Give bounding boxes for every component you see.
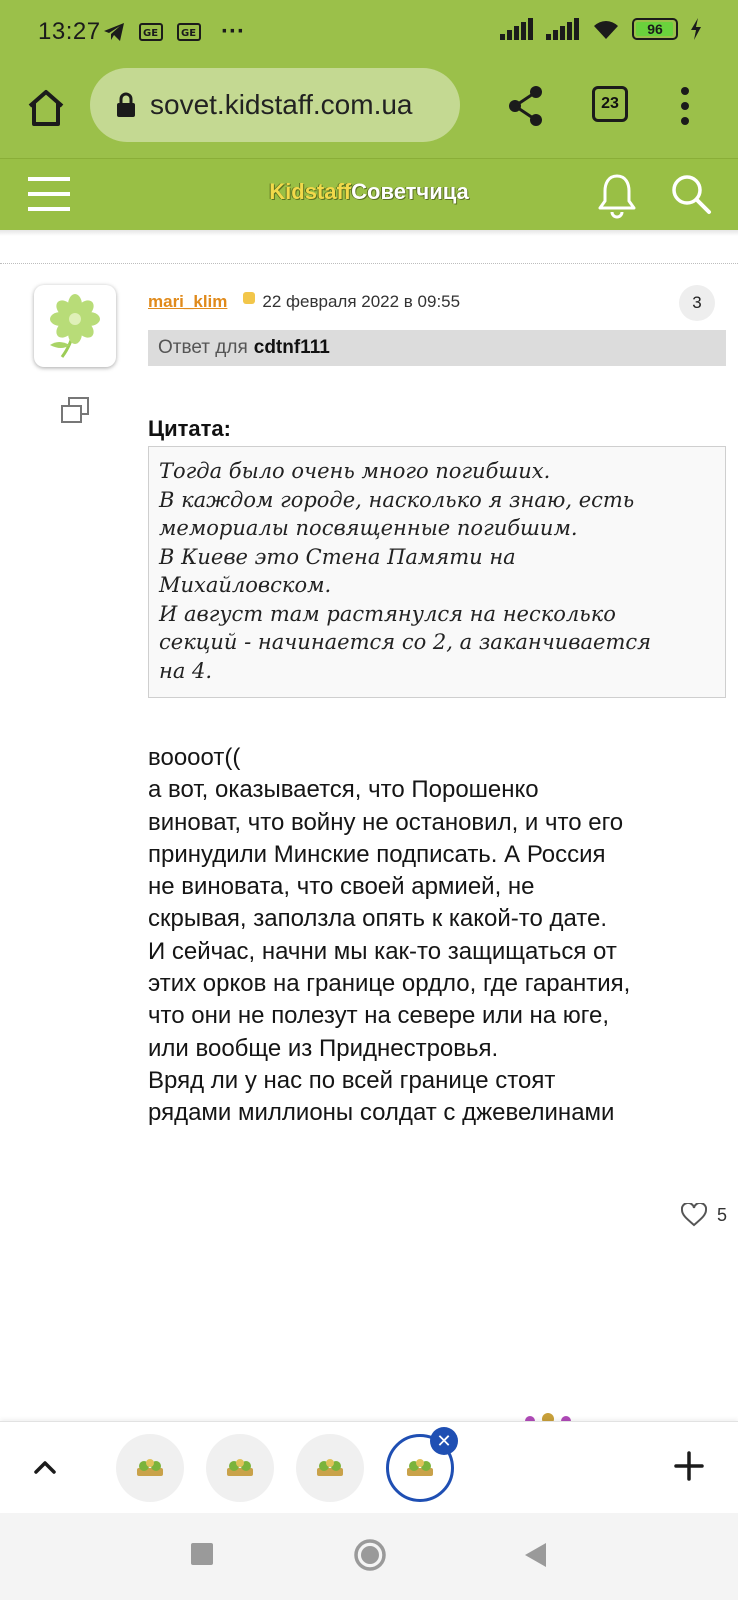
status-time: 13:27: [38, 18, 101, 45]
post-body-line: рядами миллионы солдат с джевелинами: [148, 1099, 615, 1127]
reply-prefix: Ответ для: [158, 337, 248, 358]
post-body-line: виноват, что войну не остановил, и что его: [148, 808, 624, 836]
header-shadow: [0, 230, 738, 236]
quote-block: [148, 446, 726, 698]
quote-line: секций - начинается со 2, а заканчивается: [159, 630, 652, 654]
quote-line: Тогда было очень много погибших.: [159, 459, 551, 483]
tab-switcher-button[interactable]: 23: [592, 86, 628, 122]
post-body-line: Вряд ли у нас по всей границе стоят: [148, 1066, 556, 1094]
quote-line: В Киеве это Стена Памяти на: [159, 544, 516, 569]
post-body-line: И сейчас, начни мы как-то защищаться от: [148, 937, 617, 965]
status-notification-icons: [103, 18, 245, 46]
post-body: [148, 742, 728, 1130]
post-separator: [0, 263, 738, 264]
ge-notification-icon: [139, 22, 163, 42]
wifi-icon: [592, 18, 620, 40]
browser-toolbar: [0, 62, 738, 158]
charging-icon: [690, 18, 702, 40]
close-tab-icon[interactable]: ✕: [430, 1427, 458, 1455]
post-body-line: принудили Минские подписать. А Россия: [148, 840, 606, 868]
address-bar[interactable]: [90, 68, 460, 142]
quote-line: В каждом городе, насколько я знаю, есть: [159, 487, 635, 512]
reply-to-bar[interactable]: [148, 330, 726, 366]
post-body-line: скрывая, заползла опять к какой-то дате.: [148, 905, 608, 933]
tab-thumbnail[interactable]: [206, 1434, 274, 1502]
telegram-icon: [103, 22, 125, 42]
heart-icon: [681, 1203, 707, 1227]
quote-line: мемориалы посвященные погибшим.: [159, 516, 578, 540]
post-meta: [148, 292, 460, 312]
battery-percent: 96: [647, 21, 663, 37]
post-author-link[interactable]: mari_klim: [148, 292, 228, 311]
svg-text:GE: GE: [181, 28, 197, 39]
reply-to-user: cdtnf111: [253, 337, 330, 358]
logo-sovetchica: Советчица: [351, 179, 469, 204]
svg-text:GE: GE: [143, 28, 159, 39]
online-status-badge: [243, 292, 255, 304]
home-circle-icon[interactable]: [353, 1538, 387, 1572]
signal-icon-2: [546, 18, 580, 40]
flower-avatar-icon: [34, 285, 116, 367]
logo-kidstaff: Kidstaff: [269, 179, 352, 204]
quote-title: Цитата:: [148, 416, 231, 441]
quote-line: Михайловском.: [159, 573, 332, 597]
kidstaff-favicon-icon: [135, 1458, 165, 1478]
tab-thumbnail[interactable]: [116, 1434, 184, 1502]
post-number-badge[interactable]: 3: [679, 285, 715, 321]
tab-group-strip: [0, 1421, 738, 1513]
kidstaff-favicon-icon: [405, 1458, 435, 1478]
site-header: [0, 158, 738, 230]
status-bar: [0, 0, 738, 62]
chevron-up-icon[interactable]: [30, 1452, 60, 1482]
kidstaff-favicon-icon: [225, 1458, 255, 1478]
post-body-line: этих орков на границе ордло, где гарантия,: [148, 970, 631, 998]
lock-icon: [116, 92, 136, 118]
avatar[interactable]: [34, 285, 116, 367]
url-text: sovet.kidstaff.com.ua: [150, 89, 413, 120]
share-icon[interactable]: [506, 84, 546, 128]
post-body-line: не виновата, что своей армией, не: [148, 873, 535, 901]
post-body-line: а вот, оказывается, что Порошенко: [148, 776, 539, 804]
like-count: 5: [717, 1204, 728, 1225]
copy-icon[interactable]: [60, 397, 90, 425]
new-tab-plus-icon[interactable]: [672, 1449, 706, 1483]
post-date: 22 февраля 2022 в 09:55: [262, 292, 461, 311]
signal-icon: [500, 18, 534, 40]
back-triangle-icon[interactable]: [522, 1540, 548, 1570]
post-body-line: или вообще из Приднестровья.: [148, 1034, 499, 1062]
kidstaff-favicon-icon: [315, 1458, 345, 1478]
ge-notification-icon-2: [177, 22, 201, 42]
search-icon[interactable]: [670, 173, 712, 215]
quote-line: И август там растянулся на несколько: [159, 601, 616, 626]
post-body-line: что они не полезут на севере или на юге,: [148, 1002, 610, 1030]
system-navigation-bar: [0, 1513, 738, 1600]
bell-icon[interactable]: [596, 171, 638, 219]
post-body-line: воооот((: [148, 744, 241, 771]
more-menu-icon[interactable]: [672, 84, 698, 128]
like-button[interactable]: [681, 1203, 727, 1227]
home-icon[interactable]: [22, 84, 70, 132]
battery-icon: [632, 18, 678, 40]
more-notifications-icon: ···: [221, 18, 245, 45]
tab-thumbnail[interactable]: [296, 1434, 364, 1502]
status-system-icons: [500, 18, 702, 40]
recent-apps-icon[interactable]: [191, 1543, 213, 1565]
quote-line: на 4.: [159, 658, 213, 683]
